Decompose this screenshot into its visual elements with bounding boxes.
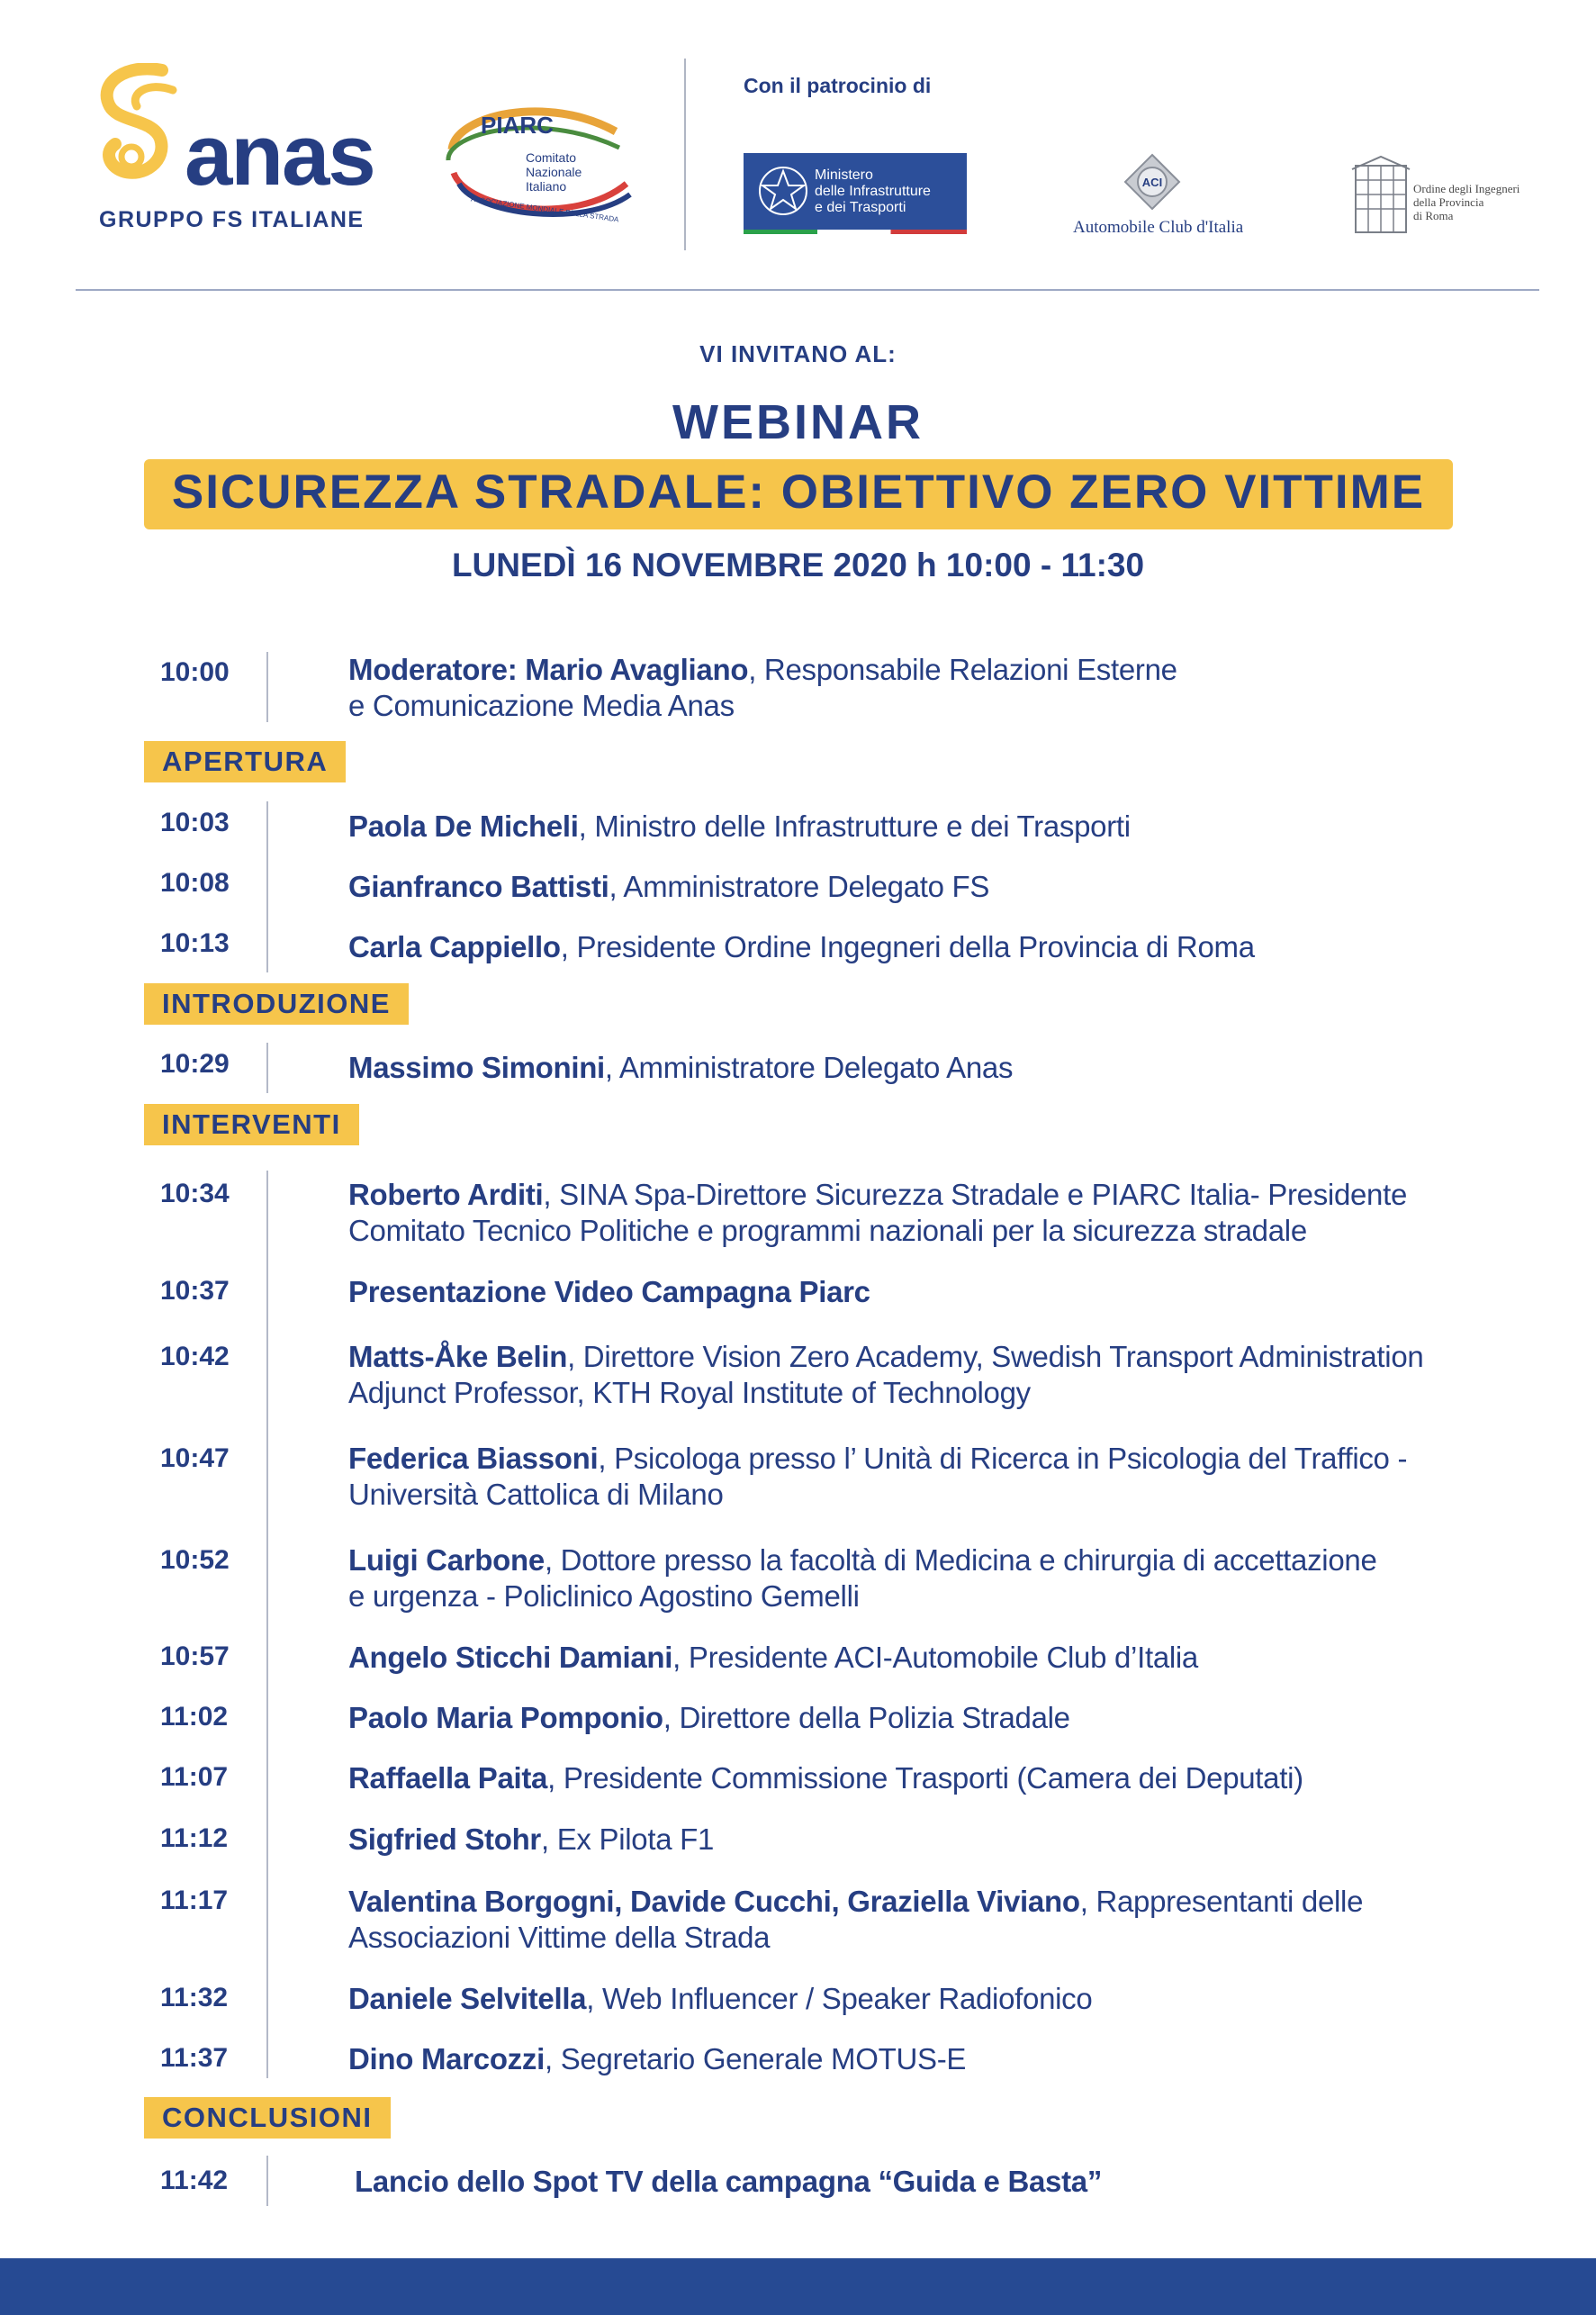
agenda-entry	[348, 1981, 1519, 2017]
agenda-entry	[355, 2164, 1525, 2200]
agenda-time: 11:37	[160, 2043, 229, 2073]
patronage-label: Con il patrocinio di	[744, 74, 932, 97]
agenda-time: 10:13	[160, 928, 230, 958]
speaker-name: Paolo Maria Pomponio	[348, 1701, 663, 1734]
agenda-time: 11:07	[160, 1762, 229, 1792]
agenda-divider	[266, 801, 268, 972]
speaker-role-line-2: Associazioni Vittime della Strada	[348, 1921, 771, 1954]
section-introduzione	[144, 983, 409, 1025]
agenda-entry	[348, 1542, 1519, 1614]
speaker-role: , SINA Spa-Direttore Sicurezza Stradale e PIARC Italia- Presidente	[543, 1178, 1408, 1211]
section-apertura	[144, 741, 346, 782]
section-interventi	[144, 1104, 359, 1145]
agenda-entry	[348, 869, 1519, 905]
agenda-entry	[348, 1822, 1519, 1858]
speaker-name: Roberto Arditi	[348, 1178, 544, 1211]
speaker-role: , Presidente ACI-Automobile Club d’Italia	[672, 1641, 1198, 1674]
ministry-name	[815, 167, 931, 216]
header-divider	[684, 59, 686, 250]
agenda-entry	[348, 1177, 1519, 1249]
speaker-name: Carla Cappiello	[348, 930, 561, 963]
event-date: LUNEDÌ 16 NOVEMBRE 2020 h 10:00 - 11:30	[451, 547, 1145, 583]
speaker-name: Federica Biassoni	[348, 1442, 599, 1475]
speaker-role: , Amministratore Delegato FS	[609, 870, 990, 903]
agenda-time: 11:42	[160, 2166, 229, 2195]
speaker-name: Daniele Selvitella	[348, 1982, 587, 2015]
speaker-name: Luigi Carbone	[348, 1543, 545, 1577]
speaker-name: Presentazione Video Campagna Piarc	[348, 1275, 870, 1308]
italian-emblem-icon	[754, 162, 812, 220]
section-label: APERTURA	[162, 746, 329, 777]
speaker-role-line-2: Università Cattolica di Milano	[348, 1478, 724, 1511]
section-label: CONCLUSIONI	[162, 2102, 373, 2133]
speaker-role: , Direttore della Polizia Stradale	[663, 1701, 1070, 1734]
aci-name: Automobile Club d'Italia	[1073, 218, 1244, 237]
piarc-line-1: Comitato	[526, 150, 577, 165]
speaker-role: , Ex Pilota F1	[540, 1822, 715, 1856]
piarc-line-2: Nazionale	[526, 165, 582, 179]
agenda-time: 10:57	[160, 1641, 230, 1671]
agenda-time: 10:52	[160, 1545, 230, 1575]
speaker-role-line-2: e urgenza - Policlinico Agostino Gemelli	[348, 1579, 860, 1613]
ministry-line-1: Ministero	[815, 167, 873, 183]
speaker-role: , Presidente Ordine Ingegneri della Provincia di Roma	[560, 930, 1255, 963]
section-label: INTERVENTI	[162, 1108, 341, 1140]
agenda-time: 11:02	[160, 1702, 229, 1732]
agenda-divider	[266, 2156, 268, 2206]
agenda-entry	[348, 1700, 1519, 1736]
speaker-role: , Psicologa presso l’ Unità di Ricerca in Psicologia del Traffico -	[598, 1442, 1408, 1475]
agenda-entry	[348, 1339, 1519, 1411]
speaker-name: Raffaella Paita	[348, 1761, 548, 1795]
speaker-role: , Segretario Generale MOTUS-E	[544, 2042, 967, 2075]
speaker-name: Angelo Sticchi Damiani	[348, 1641, 673, 1674]
speaker-role: , Direttore Vision Zero Academy, Swedish Transport Administration	[567, 1340, 1424, 1373]
agenda-entry	[348, 1884, 1519, 1956]
event-title: SICUREZZA STRADALE: OBIETTIVO ZERO VITTIME	[171, 466, 1426, 519]
agenda-divider	[266, 1043, 268, 1093]
agenda-entry	[348, 1640, 1519, 1676]
piarc-arc-text: ASSOCIAZIONE MONDIALE DELLA STRADA	[470, 194, 619, 224]
header-separator	[76, 289, 1539, 291]
section-conclusioni	[144, 2097, 391, 2139]
piarc-line-3: Italiano	[526, 179, 567, 194]
speaker-role-line-2: Adjunct Professor, KTH Royal Institute of Technology	[348, 1376, 1031, 1409]
speaker-name: Gianfranco Battisti	[348, 870, 609, 903]
speaker-name: Massimo Simonini	[348, 1051, 605, 1084]
footer-band	[0, 2258, 1596, 2315]
agenda-entry	[348, 1050, 1519, 1086]
agenda-time: 11:17	[160, 1885, 229, 1915]
ordine-line-3: di Roma	[1413, 209, 1454, 222]
ministry-line-3: e dei Trasporti	[815, 200, 906, 215]
speaker-role-line-2: Comitato Tecnico Politiche e programmi nazionali per la sicurezza stradale	[348, 1214, 1307, 1247]
ordine-line-1: Ordine degli Ingegneri	[1413, 182, 1520, 195]
anas-wordmark: anas	[185, 107, 374, 203]
piarc-logo	[439, 97, 637, 232]
speaker-role: , Responsabile Relazioni Esterne	[748, 653, 1177, 686]
agenda-divider	[266, 1171, 268, 2078]
agenda-time: 10:34	[160, 1179, 230, 1208]
ministry-flag-stripe	[744, 230, 967, 234]
speaker-role-line-2: e Comunicazione Media Anas	[348, 689, 735, 722]
agenda-time: 10:00	[160, 657, 230, 687]
agenda-divider	[266, 652, 268, 722]
agenda-entry	[348, 809, 1519, 845]
speaker-role: , Dottore presso la facoltà di Medicina e chirurgia di accettazione	[544, 1543, 1377, 1577]
speaker-name: Moderatore: Mario Avagliano	[348, 653, 749, 686]
ordine-building-icon	[1350, 153, 1411, 234]
speaker-role: , Ministro delle Infrastrutture e dei Trasporti	[578, 809, 1131, 843]
event-type: WEBINAR	[672, 395, 924, 449]
agenda-time: 10:29	[160, 1049, 230, 1079]
agenda-entry	[348, 929, 1519, 965]
speaker-role: , Amministratore Delegato Anas	[604, 1051, 1014, 1084]
agenda-entry	[348, 1274, 1519, 1310]
aci-badge-text: ACI	[1141, 176, 1163, 189]
aci-logo-icon	[1123, 153, 1181, 211]
anas-group-subtitle: GRUPPO FS ITALIANE	[99, 207, 365, 232]
agenda-time: 10:03	[160, 808, 230, 837]
speaker-name: Sigfried Stohr	[348, 1822, 541, 1856]
speaker-name: Valentina Borgogni, Davide Cucchi, Graziella Viviano	[348, 1885, 1080, 1918]
speaker-role: , Rappresentanti delle	[1079, 1885, 1364, 1918]
speaker-name: Paola De Micheli	[348, 809, 579, 843]
piarc-name: PIARC	[481, 112, 554, 139]
speaker-role: , Presidente Commissione Trasporti (Camera dei Deputati)	[547, 1761, 1303, 1795]
anas-swirl-logo-icon	[90, 63, 189, 198]
agenda-time: 11:32	[160, 1983, 229, 2012]
agenda-time: 10:37	[160, 1276, 230, 1306]
agenda-time: 11:12	[160, 1823, 229, 1853]
agenda-time: 10:08	[160, 868, 230, 898]
agenda-entry	[348, 1441, 1519, 1513]
speaker-name: Lancio dello Spot TV della campagna “Guida e Basta”	[355, 2165, 1103, 2198]
agenda-time: 10:42	[160, 1342, 230, 1371]
moderator-entry	[348, 652, 1519, 724]
speaker-role: , Web Influencer / Speaker Radiofonico	[586, 1982, 1093, 2015]
agenda-entry	[348, 1760, 1519, 1796]
agenda-time: 10:47	[160, 1443, 230, 1473]
speaker-name: Dino Marcozzi	[348, 2042, 545, 2075]
agenda-entry	[348, 2041, 1519, 2077]
section-label: INTRODUZIONE	[162, 988, 391, 1019]
speaker-name: Matts-Åke Belin	[348, 1340, 568, 1373]
ordine-name	[1413, 182, 1530, 222]
invite-text: VI INVITANO AL:	[699, 340, 897, 367]
ordine-line-2: della Provincia	[1413, 195, 1484, 209]
ministry-line-2: delle Infrastrutture	[815, 184, 931, 199]
